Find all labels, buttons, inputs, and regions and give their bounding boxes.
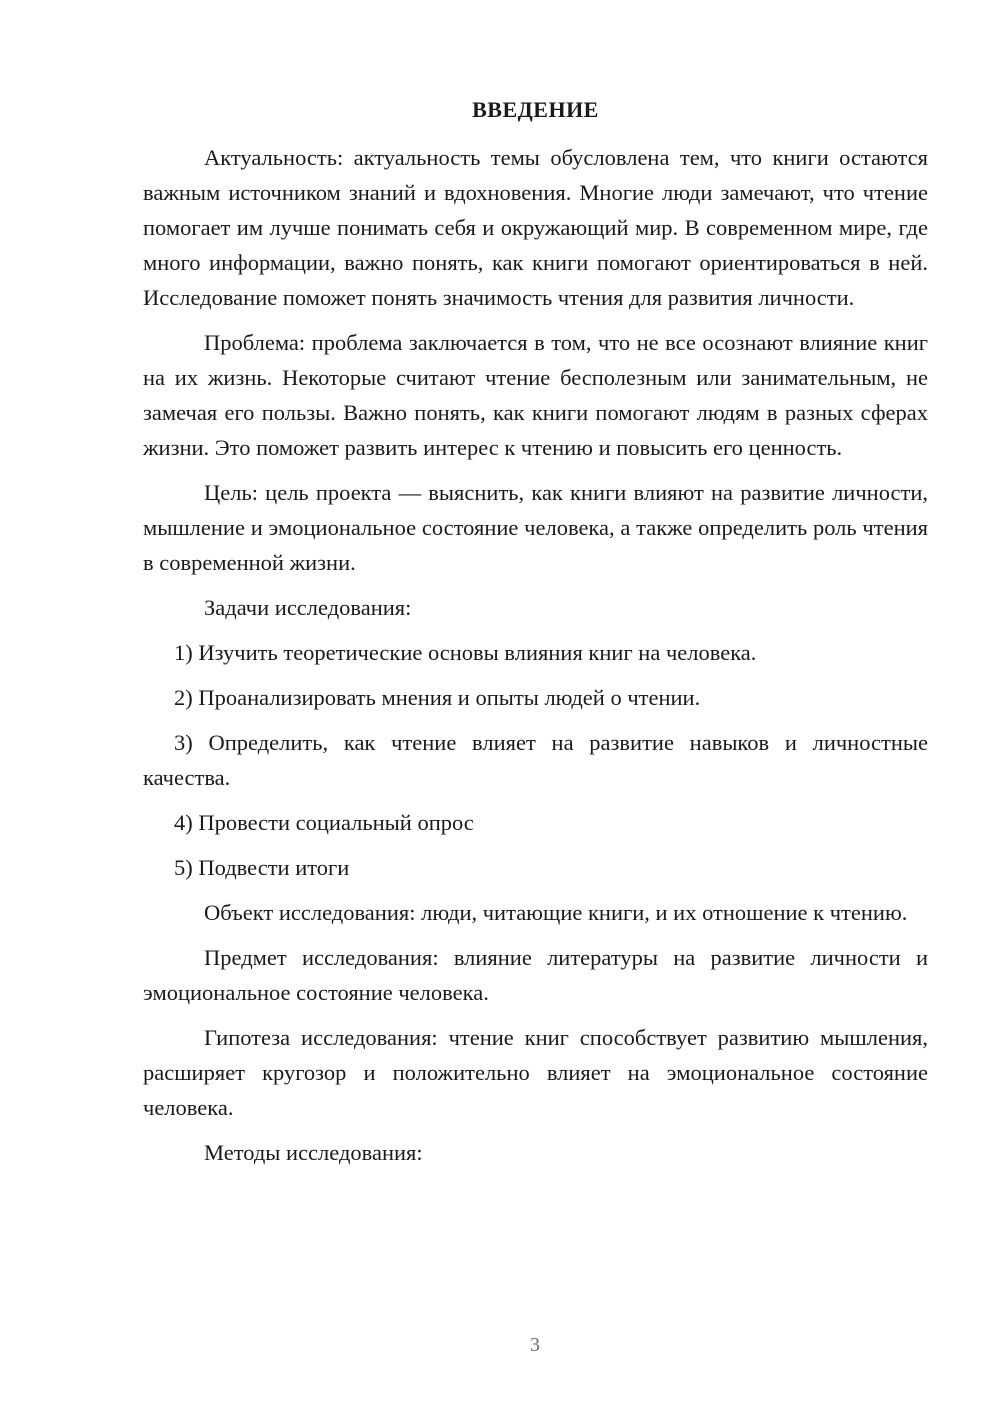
- hypothesis-paragraph: Гипотеза исследования: чтение книг способствует развитию мышления, расширяет кругозор и положительно влияет на эмоциональное состояние человека.: [143, 1025, 928, 1120]
- page-title: ВВЕДЕНИЕ: [472, 97, 599, 122]
- subject-paragraph: Предмет исследования: влияние литературы на развитие личности и эмоциональное состояние человека.: [143, 945, 928, 1005]
- task-item: 2) Проанализировать мнения и опыты людей о чтении.: [174, 685, 701, 710]
- tasks-heading: Задачи исследования:: [204, 595, 412, 620]
- page-number: 3: [530, 1334, 540, 1356]
- document-body: [143, 140, 928, 1180]
- task-item: 3) Определить, как чтение влияет на развитие навыков и личностные качества.: [143, 730, 928, 790]
- object-paragraph: Объект исследования: люди, читающие книги, и их отношение к чтению.: [204, 900, 908, 925]
- methods-heading: Методы исследования:: [204, 1140, 423, 1165]
- goal-paragraph: Цель: цель проекта — выяснить, как книги влияют на развитие личности, мышление и эмоциональное состояние человека, а также определить роль чтения в современной жизни.: [143, 480, 928, 575]
- problem-paragraph: Проблема: проблема заключается в том, что не все осознают влияние книг на их жизнь. Некоторые считают чтение бесполезным или занимательным, не замечая его пользы. Важно понять, как книги помогают людям в разных сферах жизни. Это поможет развить интерес к чтению и повысить его ценность.: [143, 330, 928, 460]
- task-item: 4) Провести социальный опрос: [174, 810, 474, 835]
- relevance-paragraph: Актуальность: актуальность темы обусловлена тем, что книги остаются важным источником знаний и вдохновения. Многие люди замечают, что чтение помогает им лучше понимать себя и окружающий мир. В современном мире, где много информации, важно понять, как книги помогают ориентироваться в ней. Исследование поможет понять значимость чтения для развития личности.: [143, 145, 928, 310]
- task-item: 1) Изучить теоретические основы влияния книг на человека.: [174, 640, 757, 665]
- task-item: 5) Подвести итоги: [174, 855, 350, 880]
